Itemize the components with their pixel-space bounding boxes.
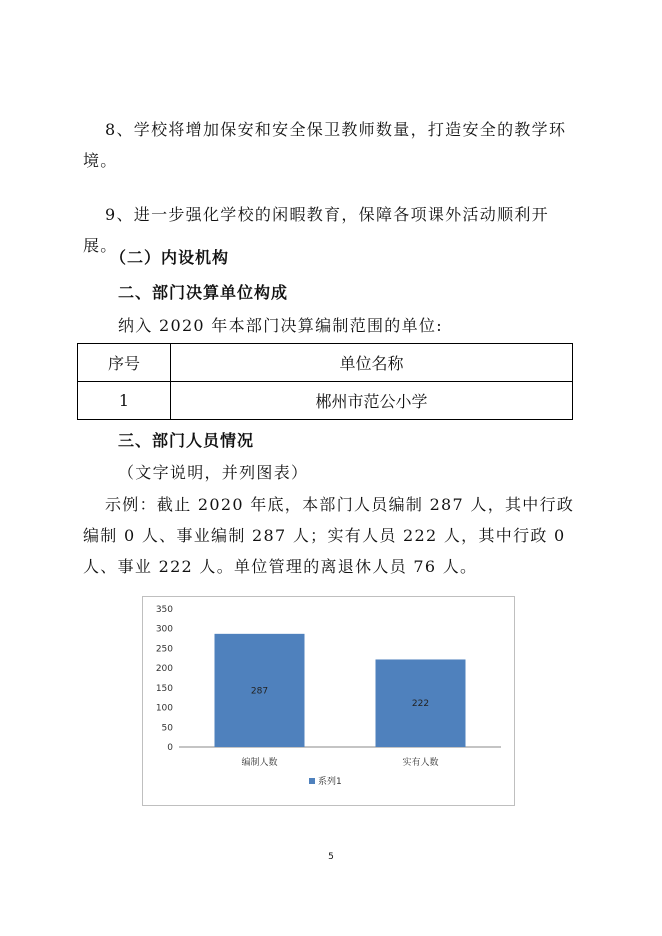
data-label-1: 287 [250,686,269,697]
y-tick-label: 0 [167,743,173,753]
table-header-row [78,344,573,382]
header-unit-name: 单位名称 [171,344,573,382]
y-tick-label: 50 [161,723,173,734]
item-8-paragraph: 8、学校将增加保安和安全保卫教师数量，打造安全的教学环境。 [83,120,567,170]
item-9-paragraph: 9、进一步强化学校的闲暇教育，保障各项课外活动顺利开展。 [83,205,549,255]
table-row [78,382,573,420]
section-units-heading: 二、部门决算单位构成 [118,283,289,302]
legend-swatch [309,778,315,784]
cell-index: 1 [78,382,171,420]
units-table [77,343,573,420]
units-intro-paragraph: 纳入 2020 年本部门决算编制范围的单位: [118,316,443,335]
y-tick-label: 250 [155,644,173,655]
staff-example-paragraph: 示例：截止 2020 年底，本部门人员编制 287 人，其中行政编制 0 人、事业编制 287 人；实有人员 222 人，其中行政 0 人、事业 222 人。单位管理的离退休人员 76 人。 [83,495,575,576]
legend-label: 系列1 [318,777,342,787]
page-number: 5 [328,852,334,862]
section-internal-heading: （二）内设机构 [110,248,230,267]
y-tick-label: 100 [155,703,173,714]
staff-bar-chart [143,597,514,805]
y-tick-label: 350 [155,605,173,615]
section-staff-heading: 三、部门人员情况 [118,431,255,450]
header-index: 序号 [78,344,171,382]
staff-note-paragraph: （文字说明，并列图表） [118,463,309,482]
staff-chart [142,596,515,806]
data-label-2: 222 [411,699,430,710]
x-category-label: 实有人数 [402,758,439,768]
y-tick-label: 300 [155,624,173,635]
y-tick-label: 150 [155,683,173,694]
cell-unit-name: 郴州市范公小学 [171,382,573,420]
y-tick-label: 200 [155,664,173,675]
x-category-label: 编制人数 [241,758,278,768]
